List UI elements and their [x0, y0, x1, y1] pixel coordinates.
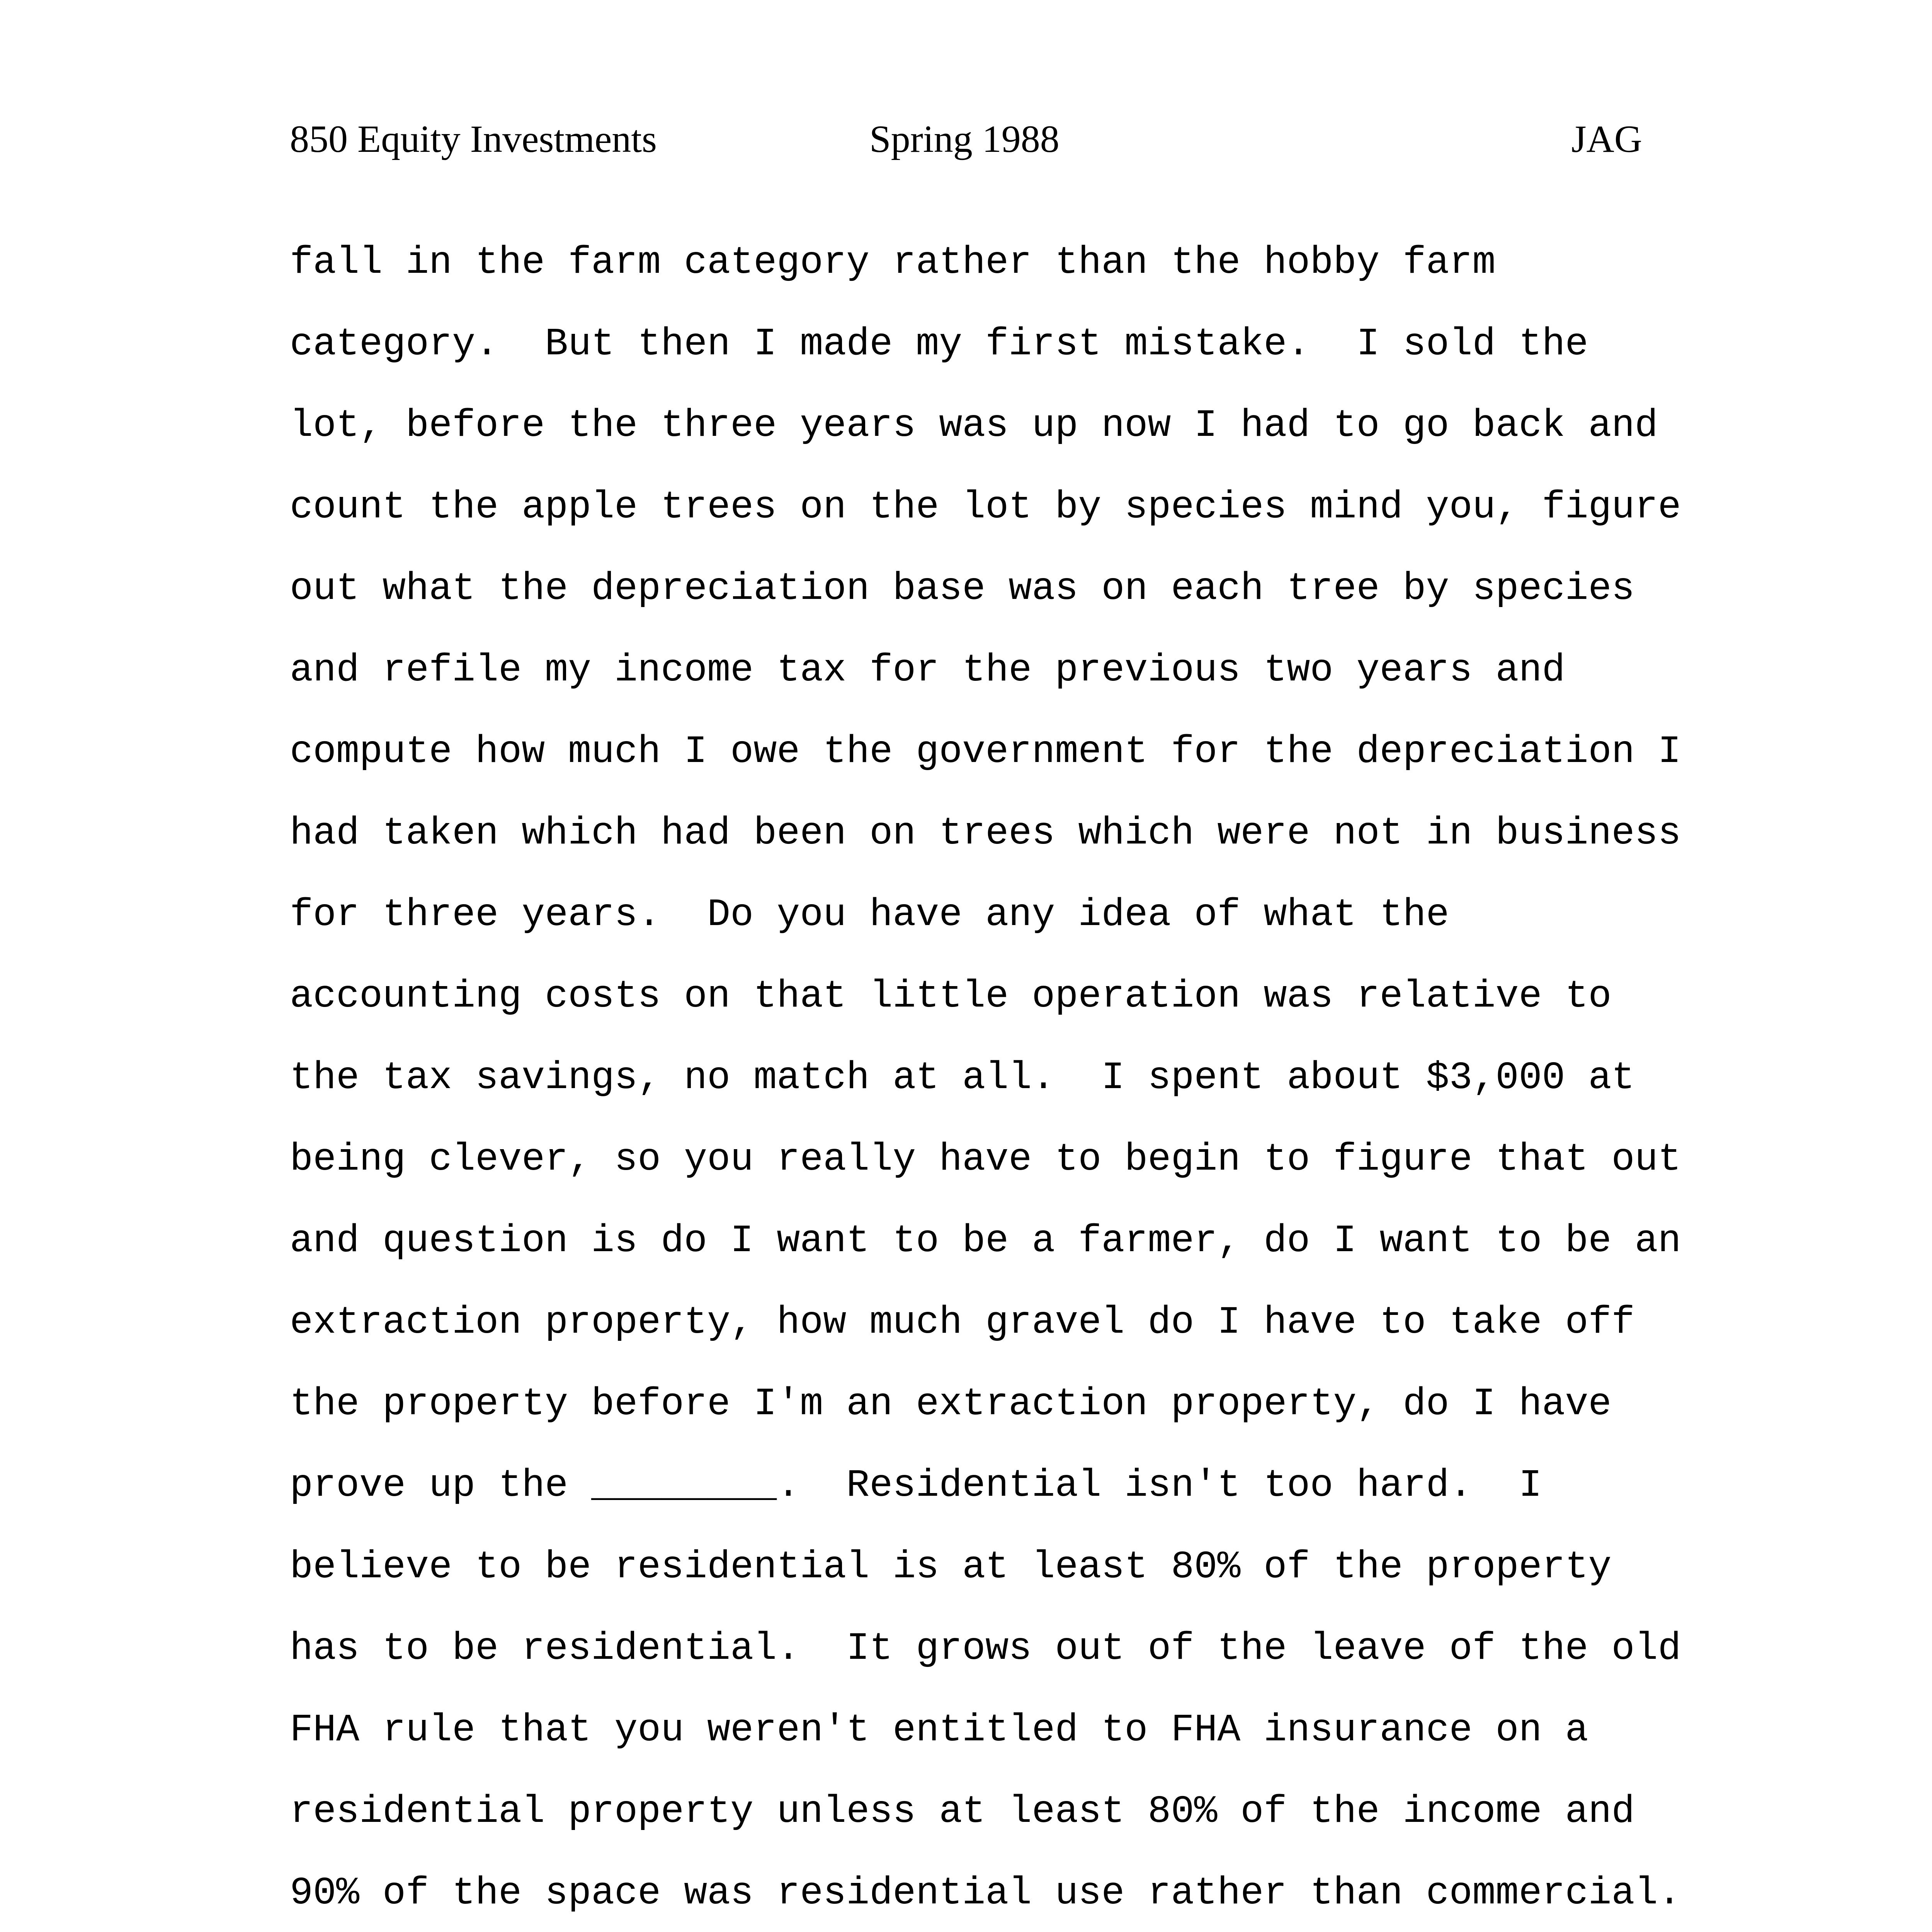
text-line: has to be residential. It grows out of the leave of the old — [290, 1627, 1681, 1671]
header-term: Spring 1988 — [869, 117, 1060, 160]
text-line: and refile my income tax for the previous two years and — [290, 649, 1565, 692]
text-line: out what the depreciation base was on each tree by species — [290, 567, 1635, 611]
transcript-body — [290, 222, 1719, 1932]
text-line: for three years. Do you have any idea of what the — [290, 893, 1449, 937]
text-line: had taken which had been on trees which were not in business — [290, 812, 1681, 855]
text-line: compute how much I owe the government for the depreciation I — [290, 730, 1681, 774]
text-line: lot, before the three years was up now I had to go back and — [290, 404, 1658, 448]
text-line: FHA rule that you weren't entitled to FHA insurance on a — [290, 1709, 1588, 1752]
text-line: residential property unless at least 80% of the income and — [290, 1790, 1635, 1834]
text-line: believe to be residential is at least 80% of the property — [290, 1546, 1612, 1589]
page-header — [0, 112, 1932, 166]
text-line: and question is do I want to be a farmer, do I want to be an — [290, 1219, 1681, 1263]
text-line: accounting costs on that little operation was relative to — [290, 975, 1612, 1019]
text-line: 90% of the space was residential use rather than commercial. — [290, 1872, 1681, 1915]
text-line: prove up the ________. Residential isn't too hard. I — [290, 1464, 1542, 1508]
header-course-title: 850 Equity Investments — [290, 117, 657, 160]
text-line: the tax savings, no match at all. I spent about $3,000 at — [290, 1056, 1635, 1100]
text-line: fall in the farm category rather than the hobby farm — [290, 241, 1496, 285]
header-initials: JAG — [1571, 117, 1642, 160]
text-line: extraction property, how much gravel do I have to take off — [290, 1301, 1635, 1345]
text-line: being clever, so you really have to begin to figure that out — [290, 1138, 1681, 1182]
text-line: count the apple trees on the lot by species mind you, figure — [290, 486, 1681, 529]
text-line: the property before I'm an extraction property, do I have — [290, 1383, 1612, 1426]
text-line: category. But then I made my first mistake. I sold the — [290, 323, 1588, 366]
